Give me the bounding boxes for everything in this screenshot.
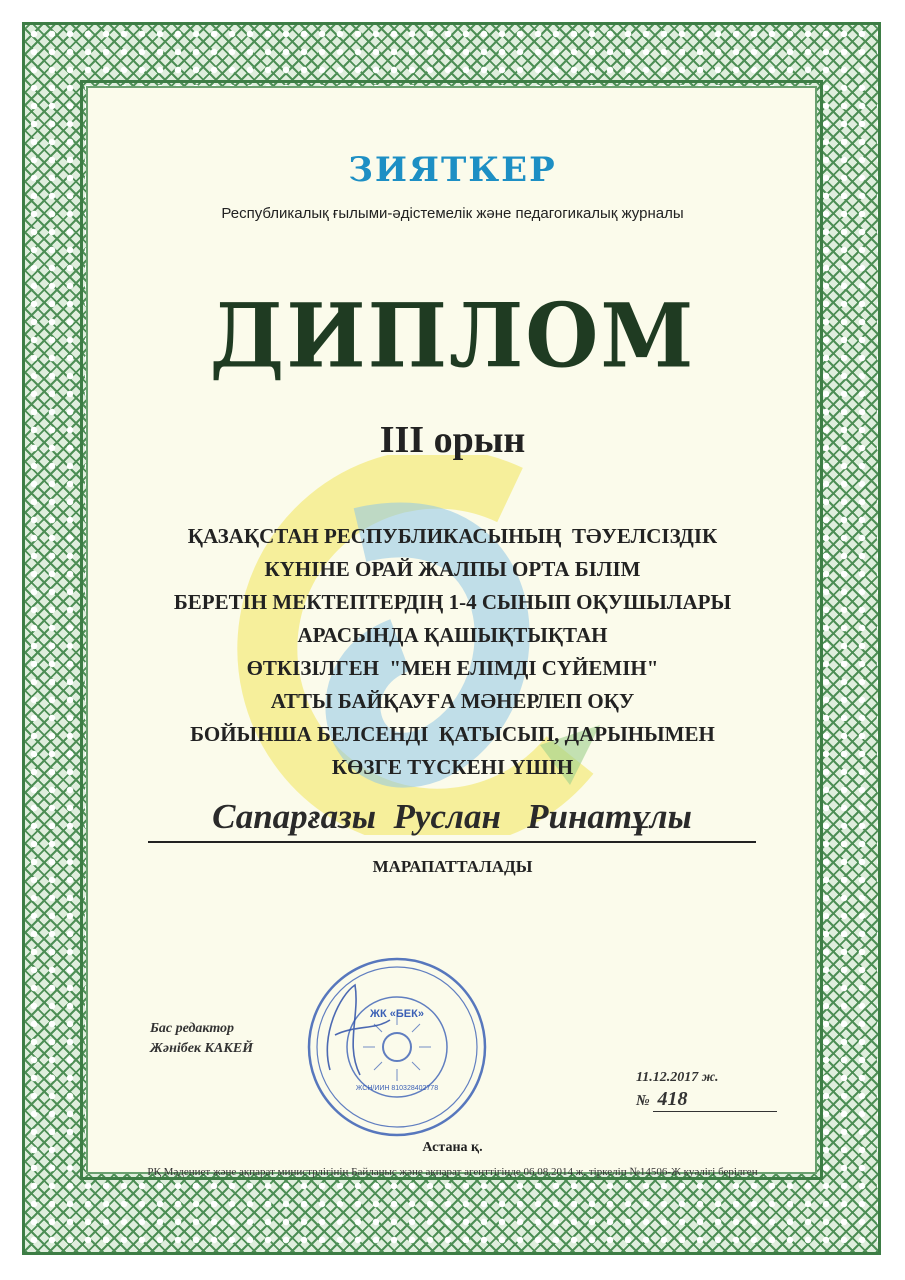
- award-reason-line: БОЙЫНША БЕЛСЕНДІ ҚАТЫСЫП, ДАРЫНЫМЕН: [190, 722, 715, 746]
- editor-name: Жәнібек КАКЕЙ: [150, 1041, 254, 1056]
- editor-block: [150, 1019, 253, 1059]
- award-reason-line: ҚАЗАҚСТАН РЕСПУБЛИКАСЫНЫҢ ТӘУЕЛСІЗДІК: [187, 524, 718, 548]
- stamp-id-text: ЖСН/ИИН 810328402778: [355, 1085, 439, 1092]
- award-reason-line: АТТЫ БАЙҚАУҒА МӘНЕРЛЕП ОҚУ: [270, 689, 635, 713]
- place-label: III орын: [379, 419, 526, 461]
- award-reason-line: КҮНІНЕ ОРАЙ ЖАЛПЫ ОРТА БІЛІМ: [264, 557, 641, 581]
- awarded-label: МАРАПАТТАЛАДЫ: [372, 857, 533, 876]
- award-reason-text: [0, 520, 905, 784]
- award-reason-line: ӨТКІЗІЛГЕН "МЕН ЕЛІМДІ СҮЙЕМІН": [246, 656, 659, 680]
- award-reason-line: КӨЗГЕ ТҮСКЕНІ ҮШІН: [331, 755, 574, 779]
- recipient-name: Сапарғазы Руслан Ринатұлы: [148, 793, 756, 843]
- award-reason-line: БЕРЕТІН МЕКТЕПТЕРДІҢ 1-4 СЫНЫП ОҚУШЫЛАРЫ: [173, 590, 732, 614]
- stamp-center-text: ЖК «БЕК»: [370, 1008, 424, 1020]
- journal-name: ЗИЯТКЕР: [348, 150, 557, 190]
- diploma-title: ДИПЛОМ: [209, 283, 696, 388]
- certificate-number: [636, 1088, 777, 1112]
- city-label: Астана қ.: [422, 1140, 483, 1155]
- issue-date: 11.12.2017 ж.: [636, 1070, 719, 1085]
- certificate-number-value: 418: [653, 1088, 777, 1112]
- award-reason-line: АРАСЫНДА ҚАШЫҚТЫҚТАН: [297, 623, 608, 647]
- journal-subtitle: Республикалық ғылыми-әдістемелік және педагогикалық журналы: [221, 205, 684, 222]
- editor-role: Бас редактор: [150, 1021, 235, 1036]
- registration-footer: РҚ Мәдениет және ақпарат министрлігінің Байланыс және ақпарат агенттігінде 06.08.2014 ж. тіркеліп №14506-Ж куәлігі берілген: [147, 1166, 758, 1178]
- editor-signature: [300, 975, 410, 1085]
- certificate-number-prefix: №: [636, 1093, 650, 1109]
